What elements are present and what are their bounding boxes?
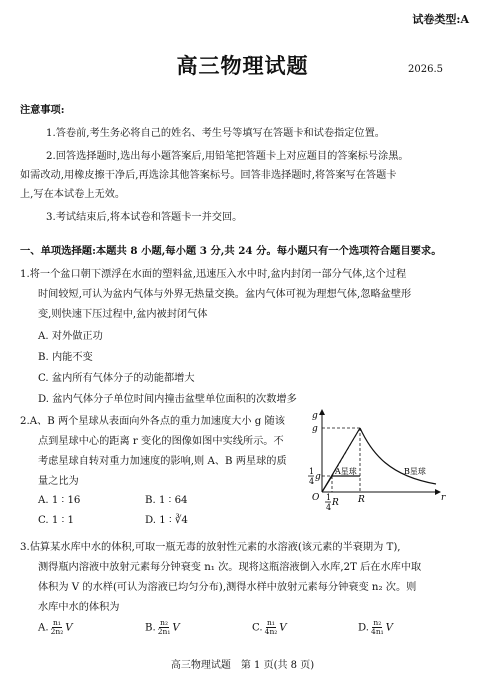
notes-item-2-line-3: 上,写在本试卷上无效。 [20, 189, 126, 200]
q1-stem-line-2: 时间较短,可认为盆内气体与外界无热量交换。盆内气体可视为理想气体,忽略盆壁形 [38, 289, 412, 300]
q3-stem-line-1: 3.估算某水库中水的体积,可取一瓶无毒的放射性元素的水溶液(该元素的半衰期为 T), [20, 542, 401, 553]
exam-date: 2026.5 [408, 64, 443, 75]
page-footer: 高三物理试题 第 1 页(共 8 页) [170, 660, 315, 671]
tick-quarter-den: 4 [309, 477, 315, 486]
page-title: 高三物理试题 [176, 53, 309, 78]
notes-heading: 注意事项: [20, 104, 65, 116]
q3-option-b: B. $\frac{\text{n₂}}{\text{2n₁}}$ V [145, 618, 180, 636]
q1-option-a: A. 对外做正功 [38, 331, 103, 342]
q1-option-d: D. 盆内气体分子单位时间内撞击盆壁单位面积的次数增多 [38, 394, 297, 405]
origin-label: O [312, 493, 320, 503]
q2-stem-line-1: 2.A、B 两个星球从表面向外各点的重力加速度大小 g 随该 [20, 416, 285, 427]
q1-option-b: B. 内能不变 [38, 352, 93, 363]
notes-item-2-line-2: 如需改动,用橡皮擦干净后,再选涂其他答案标号。回答非选择题时,将答案写在答题卡 [20, 170, 397, 181]
q2-stem-line-3: 考虑星球自转对重力加速度的影响,则 A、B 两星球的质 [38, 456, 287, 467]
section-heading: 一、单项选择题:本题共 8 小题,每小题 3 分,共 24 分。每小题只有一个选项符合题目要求。 [20, 245, 442, 257]
tick-quarter-num: 1 [309, 467, 315, 476]
notes-item-3: 3.考试结束后,将本试卷和答题卡一并交回。 [46, 212, 243, 223]
q2-option-c: C. 1 ∶ 1 [38, 515, 74, 526]
q1-stem-line-3: 变,则快速下压过程中,盆内被封闭气体 [38, 309, 208, 320]
label-star-b: B星球 [404, 467, 426, 476]
notes-item-1: 1.答卷前,考生务必将自己的姓名、考生号等填写在答题卡和试卷指定位置。 [46, 128, 385, 139]
q1-option-c: C. 盆内所有气体分子的动能都增大 [38, 373, 195, 384]
q2-stem-line-4: 量之比为 [38, 476, 79, 487]
label-star-a: A星球 [335, 467, 357, 476]
g-r-graph [300, 404, 450, 514]
q3-stem-line-4: 水库中水的体积为 [38, 602, 120, 613]
q3-stem-line-3: 体积为 V 的水样(可认为溶液已均匀分布),测得水样中放射元素每分钟衰变 n₂ 次。则 [38, 582, 417, 593]
paper-type: 试卷类型:A [412, 13, 469, 26]
tick-quarter-g: g [315, 472, 321, 482]
q3-option-d: D. $\frac{\text{n₂}}{\text{4n₁}}$ V [358, 618, 394, 636]
q1-stem-line-1: 1.将一个盆口朝下漂浮在水面的塑料盆,迅速压入水中时,盆内封闭一部分气体,这个过程 [20, 269, 407, 280]
q3-option-a: A. $\frac{\text{n₁}}{\text{2n₂}}$ V [38, 618, 73, 636]
q3-option-c: C. $\frac{\text{n₁}}{\text{4n₂}}$ V [252, 618, 287, 636]
q2-stem-line-2: 点到星球中心的距离 r 变化的图像如图中实线所示。不 [38, 436, 284, 447]
curve-a [322, 476, 360, 492]
axis-r-label: r [441, 493, 446, 503]
q2-option-d: D. 1 ∶ ∛4 [145, 515, 188, 526]
tick-r: R [358, 495, 365, 505]
tick-g: g [312, 424, 318, 434]
tick-quarter-r-num: 1 [326, 493, 332, 502]
tick-quarter-r: R [332, 498, 339, 508]
line-b [322, 428, 360, 492]
q2-option-b: B. 1 ∶ 64 [145, 495, 188, 506]
tick-quarter-r-den: 4 [326, 503, 332, 512]
q3-stem-line-2: 测得瓶内溶液中放射元素每分钟衰变 n₁ 次。现将这瓶溶液倒入水库,2T 后在水库中取 [38, 562, 422, 573]
q2-option-a: A. 1 ∶ 16 [38, 495, 81, 506]
notes-item-2-line-1: 2.回答选择题时,选出每小题答案后,用铅笔把答题卡上对应题目的答案标号涂黑。 [46, 151, 409, 162]
axis-g-label: g [312, 411, 318, 421]
